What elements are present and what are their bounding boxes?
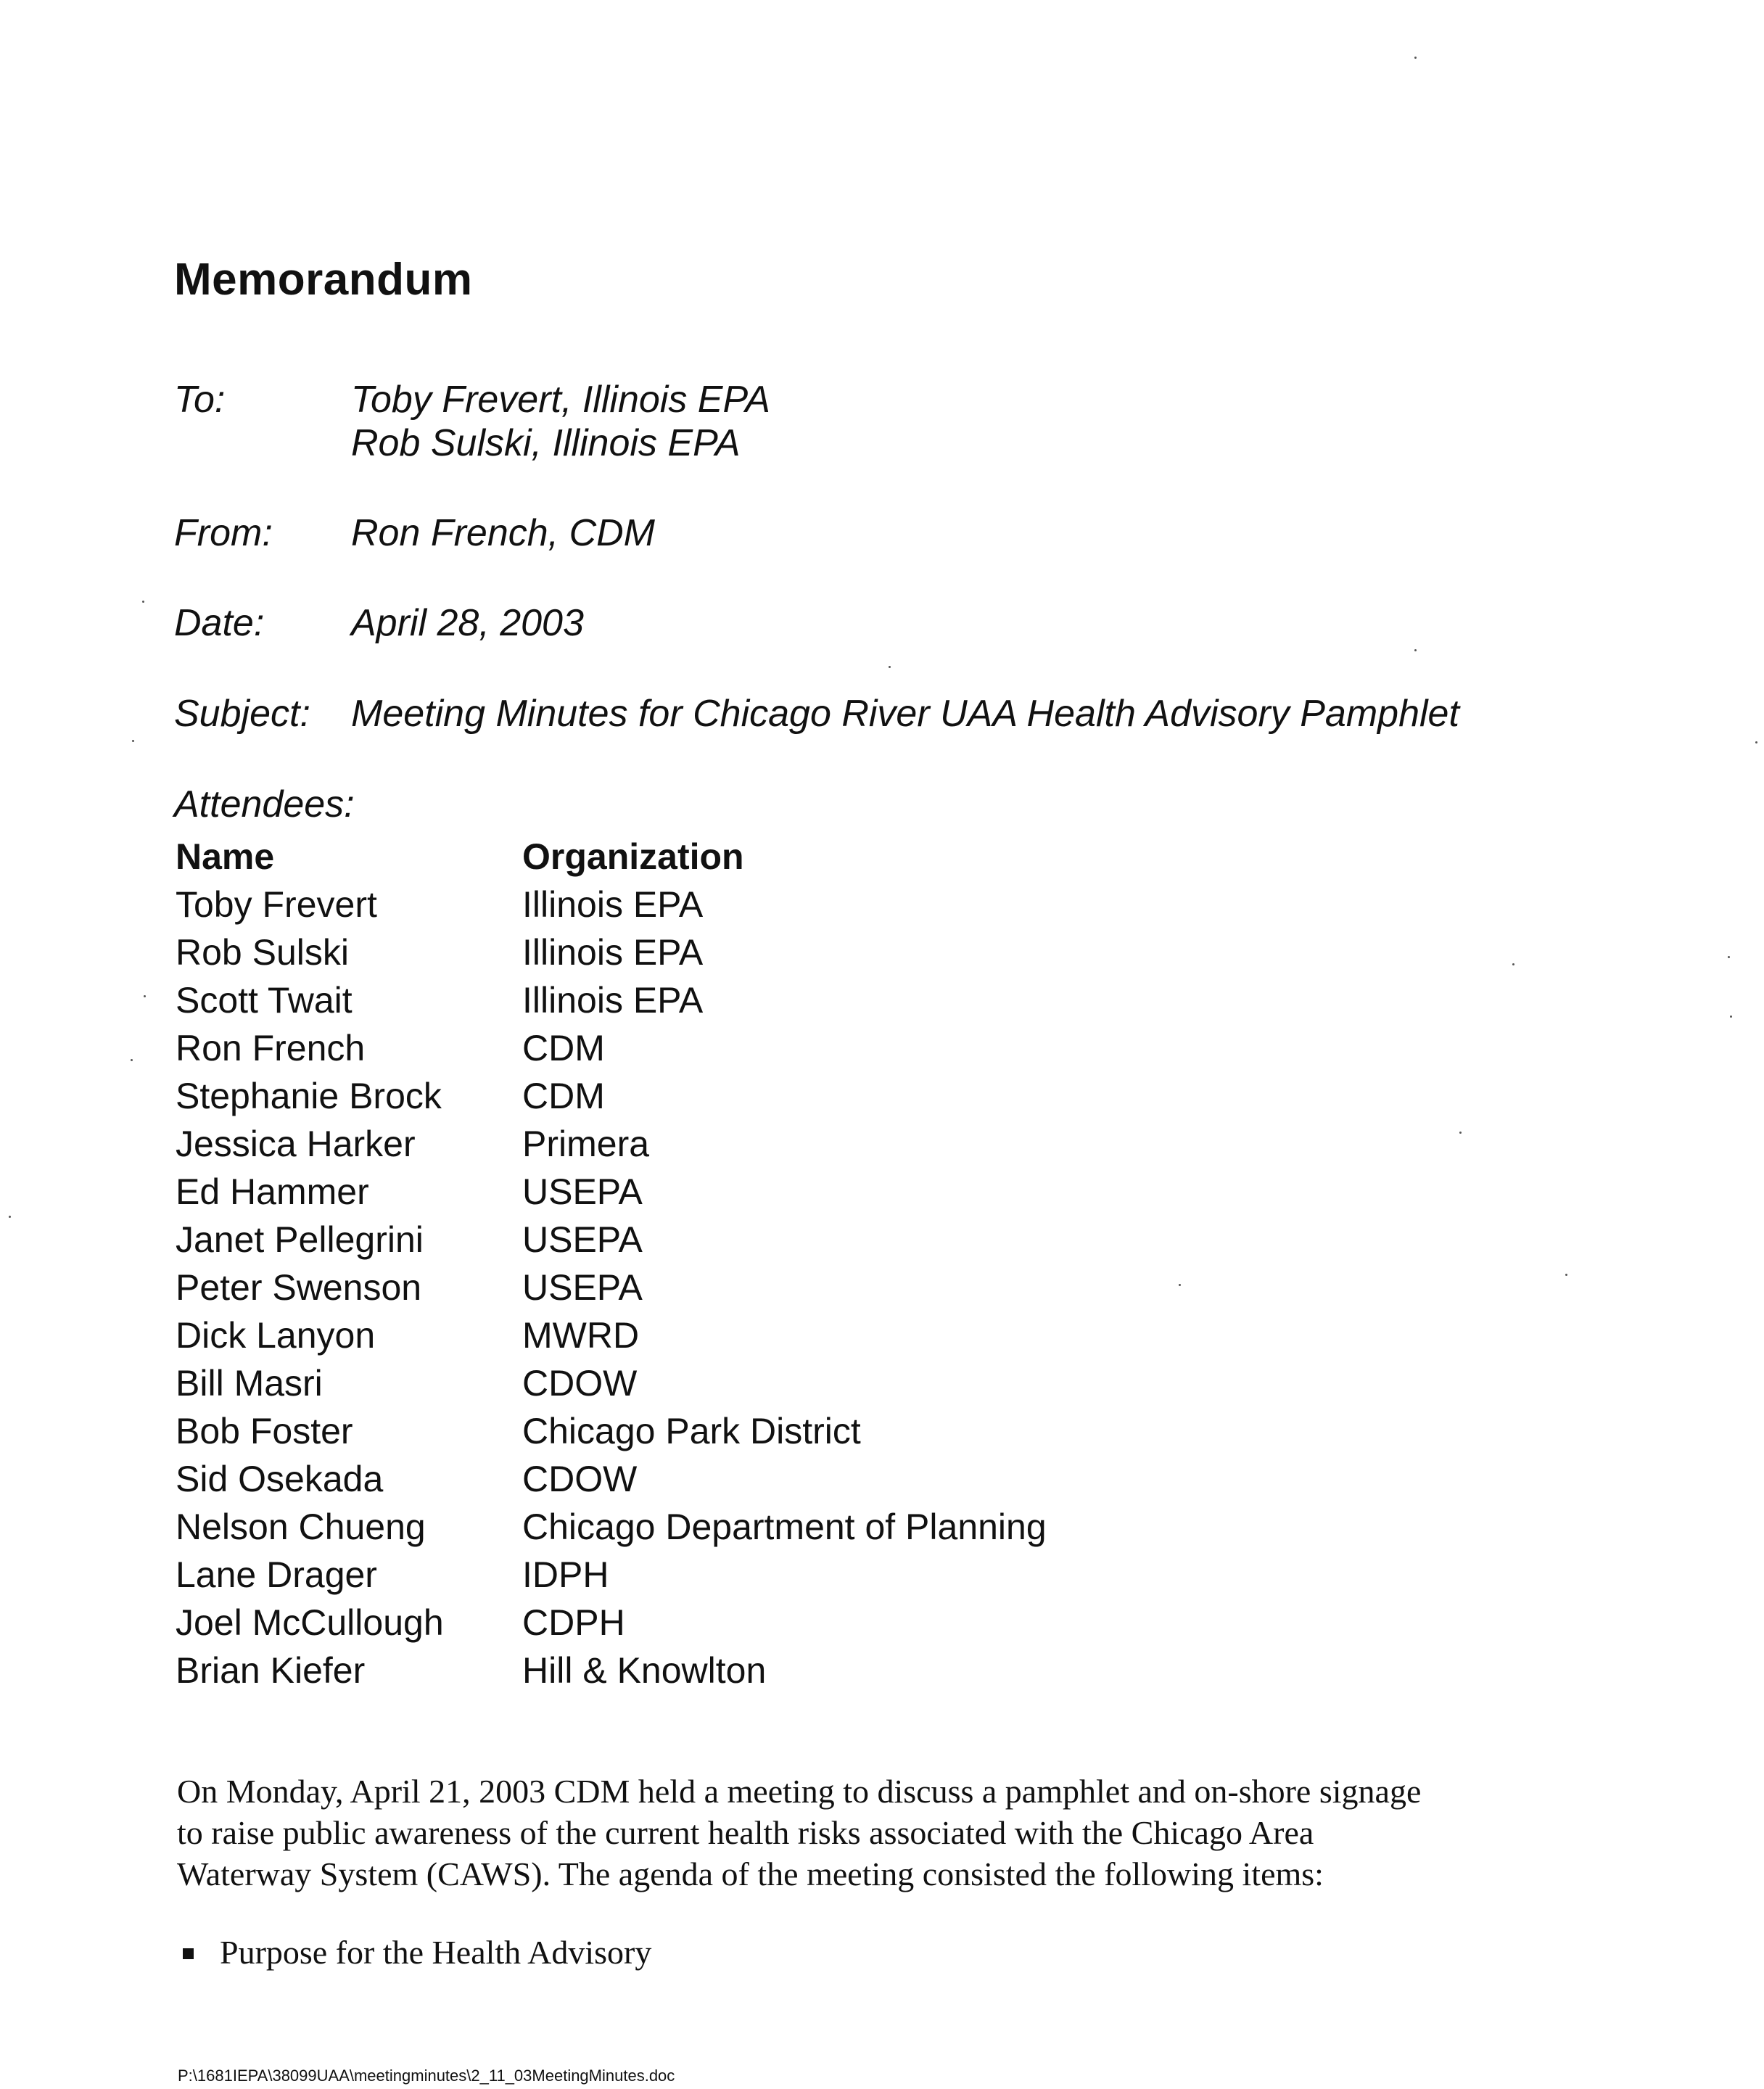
attendee-organization: Chicago Department of Planning	[522, 1507, 1047, 1547]
scan-speck	[1730, 1015, 1732, 1018]
date-value: April 28, 2003	[351, 602, 584, 644]
attendee-name: Bob Foster	[176, 1411, 353, 1451]
agenda-bullet-text: Purpose for the Health Advisory	[220, 1934, 652, 1971]
attendee-name: Janet Pellegrini	[176, 1219, 424, 1260]
attendee-name: Nelson Chueng	[176, 1507, 426, 1547]
attendee-name: Bill Masri	[176, 1363, 323, 1404]
scan-speck	[131, 1059, 133, 1061]
scan-speck	[1414, 57, 1417, 59]
attendee-name: Rob Sulski	[176, 932, 349, 973]
subject-label: Subject:	[174, 693, 310, 735]
to-label: To:	[174, 379, 226, 421]
attendee-organization: Hill & Knowlton	[522, 1650, 767, 1691]
scan-speck	[144, 995, 146, 997]
date-label: Date:	[174, 602, 265, 644]
attendees-label: Attendees:	[174, 783, 355, 825]
header-name: Name	[176, 836, 275, 877]
attendee-organization: CDM	[522, 1076, 605, 1116]
attendee-organization: USEPA	[522, 1267, 643, 1308]
attendee-organization: IDPH	[522, 1554, 609, 1595]
attendee-organization: CDPH	[522, 1602, 625, 1643]
attendee-name: Ron French	[176, 1028, 366, 1068]
footer-file-path: P:\1681IEPA\38099UAA\meetingminutes\2_11_03MeetingMinutes.doc	[178, 2067, 675, 2085]
paragraph-line: to raise public awareness of the current health risks associated with the Chicago Area	[177, 1814, 1314, 1851]
attendee-organization: CDOW	[522, 1363, 638, 1404]
to-recipient-1: Toby Frevert, Illinois EPA	[351, 379, 770, 421]
scan-speck	[1565, 1274, 1567, 1276]
paragraph-line: Waterway System (CAWS). The agenda of the meeting consisted the following items:	[177, 1855, 1324, 1892]
square-bullet-icon	[183, 1948, 194, 1959]
attendee-name: Sid Osekada	[176, 1459, 384, 1499]
to-recipient-2: Rob Sulski, Illinois EPA	[351, 422, 741, 464]
attendee-organization: Illinois EPA	[522, 932, 704, 973]
attendee-organization: USEPA	[522, 1171, 643, 1212]
from-value: Ron French, CDM	[351, 512, 655, 554]
attendee-organization: Illinois EPA	[522, 884, 704, 925]
scan-speck	[1512, 963, 1514, 965]
scan-speck	[142, 601, 144, 603]
attendee-organization: Chicago Park District	[522, 1411, 861, 1451]
intro-paragraph	[177, 1771, 1599, 1895]
scan-speck	[9, 1216, 11, 1218]
attendee-name: Dick Lanyon	[176, 1315, 376, 1356]
scan-speck	[1728, 956, 1730, 958]
attendee-name: Lane Drager	[176, 1554, 377, 1595]
attendee-organization: Illinois EPA	[522, 980, 704, 1021]
scan-speck	[1179, 1284, 1181, 1286]
scan-speck	[1414, 649, 1417, 651]
attendee-name: Scott Twait	[176, 980, 353, 1021]
subject-value: Meeting Minutes for Chicago River UAA Health Advisory Pamphlet	[351, 693, 1459, 735]
scan-speck	[1755, 741, 1757, 743]
scan-speck	[889, 666, 891, 668]
attendee-name: Toby Frevert	[176, 884, 377, 925]
header-organization: Organization	[522, 836, 744, 877]
memo-title: Memorandum	[174, 255, 473, 305]
agenda-bullet-item	[183, 1932, 651, 1974]
from-label: From:	[174, 512, 273, 554]
attendee-name: Ed Hammer	[176, 1171, 369, 1212]
attendee-organization: MWRD	[522, 1315, 640, 1356]
attendee-organization: Primera	[522, 1124, 650, 1164]
attendee-name: Joel McCullough	[176, 1602, 444, 1643]
scan-speck	[1459, 1132, 1462, 1134]
attendee-name: Brian Kiefer	[176, 1650, 366, 1691]
attendee-name: Peter Swenson	[176, 1267, 422, 1308]
attendee-organization: USEPA	[522, 1219, 643, 1260]
attendee-name: Jessica Harker	[176, 1124, 416, 1164]
paragraph-line: On Monday, April 21, 2003 CDM held a meeting to discuss a pamphlet and on-shore signage	[177, 1773, 1422, 1810]
attendee-name: Stephanie Brock	[176, 1076, 442, 1116]
attendee-organization: CDOW	[522, 1459, 638, 1499]
attendee-organization: CDM	[522, 1028, 605, 1068]
scan-speck	[132, 740, 134, 742]
